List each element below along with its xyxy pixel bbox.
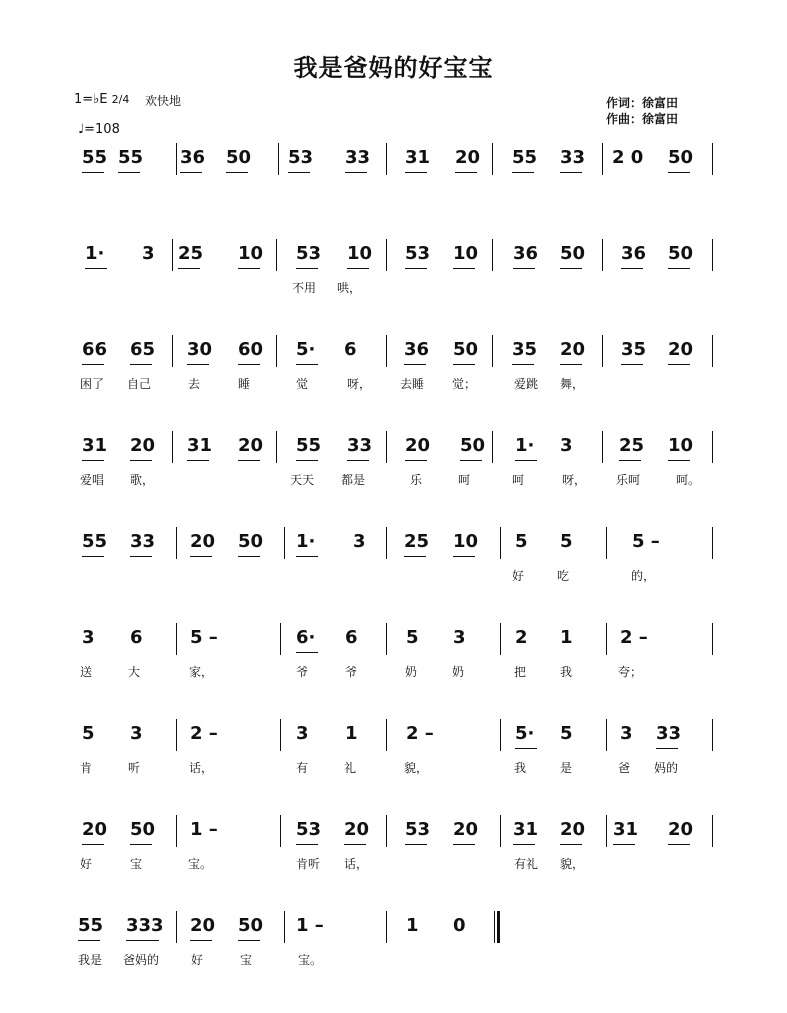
- note: 36: [621, 243, 647, 264]
- beam-underline: [296, 460, 318, 461]
- beam-underline: [613, 844, 635, 845]
- note: 33: [656, 723, 682, 744]
- bar-line: [500, 623, 501, 655]
- note: 3: [82, 627, 95, 648]
- note: 20: [130, 435, 156, 456]
- lyricist-credit: 作词：徐富田: [606, 96, 679, 110]
- bar-line: [284, 527, 285, 559]
- note: 5·: [515, 723, 535, 744]
- beam-underline: [405, 460, 427, 461]
- beam-underline: [405, 268, 427, 269]
- beam-underline: [82, 556, 104, 557]
- note: 55: [118, 147, 144, 168]
- lyric-syllable: 我: [514, 761, 527, 775]
- note: 25: [178, 243, 204, 264]
- note: 10: [453, 531, 479, 552]
- bar-line: [606, 527, 607, 559]
- beam-underline: [668, 364, 690, 365]
- beam-underline: [515, 460, 537, 461]
- beam-underline: [668, 268, 690, 269]
- lyric-syllable: 爸: [618, 761, 631, 775]
- note: 20: [453, 819, 479, 840]
- beam-underline: [453, 364, 475, 365]
- note: 5 –: [190, 627, 218, 648]
- bar-line: [492, 239, 493, 271]
- bar-line: [494, 911, 495, 943]
- beam-underline: [180, 172, 202, 173]
- lyric-syllable: 好: [80, 857, 93, 871]
- note: 33: [560, 147, 586, 168]
- staff-row: [0, 819, 787, 915]
- beam-underline: [512, 172, 534, 173]
- note: 1 –: [190, 819, 218, 840]
- beam-underline: [187, 364, 209, 365]
- note: 25: [619, 435, 645, 456]
- note: 5: [560, 531, 573, 552]
- lyric-syllable: 爷: [296, 665, 309, 679]
- lyric-syllable: 宝。: [298, 953, 323, 967]
- note: 3: [620, 723, 633, 744]
- note: 50: [460, 435, 486, 456]
- bar-line: [386, 815, 387, 847]
- staff-row: [0, 531, 787, 627]
- bar-line: [712, 239, 713, 271]
- beam-underline: [296, 364, 318, 365]
- beam-underline: [187, 460, 209, 461]
- note: 5 –: [632, 531, 660, 552]
- beam-underline: [513, 844, 535, 845]
- note: 1·: [515, 435, 535, 456]
- note: 2 –: [406, 723, 434, 744]
- note: 3: [130, 723, 143, 744]
- staff-row: [0, 243, 787, 339]
- note: 6: [344, 339, 357, 360]
- beam-underline: [455, 172, 477, 173]
- note: 1 –: [296, 915, 324, 936]
- note: 5: [560, 723, 573, 744]
- beam-underline: [82, 172, 104, 173]
- lyric-syllable: 歌，: [130, 473, 155, 487]
- note: 5: [406, 627, 419, 648]
- beam-underline: [513, 268, 535, 269]
- note: 50: [668, 147, 694, 168]
- note: 20: [560, 819, 586, 840]
- beam-underline: [560, 364, 582, 365]
- tempo-marking: ♩=108: [78, 122, 120, 137]
- bar-line: [712, 623, 713, 655]
- bar-line: [276, 335, 277, 367]
- note: 55: [82, 147, 108, 168]
- beam-underline: [656, 748, 678, 749]
- lyric-syllable: 自己: [127, 377, 152, 391]
- key-signature: 1=♭E 2/4: [74, 92, 130, 107]
- bar-line: [280, 815, 281, 847]
- lyric-syllable: 貌，: [560, 857, 585, 871]
- lyric-syllable: 去睡: [400, 377, 425, 391]
- bar-line: [176, 815, 177, 847]
- note: 55: [296, 435, 322, 456]
- time-signature: 2/4: [111, 93, 130, 106]
- lyric-syllable: 呵: [458, 473, 471, 487]
- note: 53: [405, 819, 431, 840]
- lyric-syllable: 夸；: [618, 665, 643, 679]
- lyric-syllable: 宝: [130, 857, 143, 871]
- lyric-syllable: 宝: [240, 953, 253, 967]
- bar-line: [386, 623, 387, 655]
- note: 50: [238, 915, 264, 936]
- lyric-syllable: 肯听: [296, 857, 321, 871]
- style-marking: 欢快地: [145, 94, 182, 108]
- note: 10: [453, 243, 479, 264]
- note: 20: [455, 147, 481, 168]
- note: 31: [405, 147, 431, 168]
- bar-line: [606, 623, 607, 655]
- bar-line: [176, 143, 177, 175]
- lyric-syllable: 送: [80, 665, 93, 679]
- lyric-syllable: 是: [560, 761, 573, 775]
- bar-line: [172, 239, 173, 271]
- lyric-syllable: 乐: [410, 473, 423, 487]
- lyric-syllable: 呀，: [347, 377, 372, 391]
- beam-underline: [296, 652, 318, 653]
- beam-underline: [347, 268, 369, 269]
- beam-underline: [344, 844, 366, 845]
- bar-line: [386, 335, 387, 367]
- note: 6: [130, 627, 143, 648]
- bar-line: [712, 527, 713, 559]
- beam-underline: [405, 172, 427, 173]
- beam-underline: [238, 460, 260, 461]
- beam-underline: [515, 748, 537, 749]
- bar-line: [176, 719, 177, 751]
- note: 3: [560, 435, 573, 456]
- bar-line: [492, 143, 493, 175]
- lyric-syllable: 礼: [344, 761, 357, 775]
- lyric-syllable: 觉: [296, 377, 309, 391]
- bar-line: [276, 431, 277, 463]
- note: 66: [82, 339, 108, 360]
- note: 20: [668, 339, 694, 360]
- bar-line: [176, 623, 177, 655]
- note: 31: [513, 819, 539, 840]
- bar-line: [278, 143, 279, 175]
- note: 333: [126, 915, 164, 936]
- lyric-syllable: 妈的: [654, 761, 679, 775]
- lyric-syllable: 我是: [78, 953, 103, 967]
- lyric-syllable: 呀，: [562, 473, 587, 487]
- lyric-syllable: 爸妈的: [123, 953, 160, 967]
- lyric-syllable: 天天: [290, 473, 315, 487]
- lyric-syllable: 的，: [631, 569, 656, 583]
- bar-line: [606, 815, 607, 847]
- note: 53: [296, 243, 322, 264]
- beam-underline: [85, 268, 107, 269]
- lyric-syllable: 听: [128, 761, 141, 775]
- lyric-syllable: 哄，: [337, 281, 362, 295]
- bar-line: [386, 527, 387, 559]
- note: 1: [345, 723, 358, 744]
- note: 55: [78, 915, 104, 936]
- note: 35: [512, 339, 538, 360]
- note: 20: [344, 819, 370, 840]
- note: 33: [347, 435, 373, 456]
- bar-line: [712, 431, 713, 463]
- beam-underline: [296, 844, 318, 845]
- note: 31: [82, 435, 108, 456]
- note: 36: [513, 243, 539, 264]
- note: 55: [512, 147, 538, 168]
- beam-underline: [130, 364, 152, 365]
- note: 65: [130, 339, 156, 360]
- lyric-syllable: 爱跳: [514, 377, 539, 391]
- note: 1: [406, 915, 419, 936]
- bar-line: [500, 719, 501, 751]
- staff-row: [0, 339, 787, 435]
- beam-underline: [453, 844, 475, 845]
- lyric-syllable: 呵: [512, 473, 525, 487]
- lyric-syllable: 大: [128, 665, 141, 679]
- lyric-syllable: 把: [514, 665, 527, 679]
- bar-line: [602, 143, 603, 175]
- note: 31: [187, 435, 213, 456]
- lyric-syllable: 吃: [557, 569, 570, 583]
- bar-line: [176, 527, 177, 559]
- note: 3: [296, 723, 309, 744]
- lyric-syllable: 好: [512, 569, 525, 583]
- staff-row: [0, 627, 787, 723]
- composer-credit: 作曲：徐富田: [606, 112, 679, 126]
- bar-line: [712, 143, 713, 175]
- beam-underline: [668, 172, 690, 173]
- note: 10: [668, 435, 694, 456]
- note: 2 –: [190, 723, 218, 744]
- note: 50: [226, 147, 252, 168]
- note: 5·: [296, 339, 316, 360]
- lyric-syllable: 舞，: [560, 377, 585, 391]
- note: 3: [453, 627, 466, 648]
- beam-underline: [619, 460, 641, 461]
- beam-underline: [296, 556, 318, 557]
- bar-line: [606, 719, 607, 751]
- note: 35: [621, 339, 647, 360]
- beam-underline: [130, 844, 152, 845]
- bar-line: [176, 911, 177, 943]
- bar-line: [500, 527, 501, 559]
- lyric-syllable: 困了: [80, 377, 105, 391]
- note: 2 –: [620, 627, 648, 648]
- bar-line: [284, 911, 285, 943]
- final-bar-line: [497, 911, 500, 943]
- note: 20: [405, 435, 431, 456]
- staff-row: [0, 147, 787, 243]
- bar-line: [712, 815, 713, 847]
- note: 33: [130, 531, 156, 552]
- note: 10: [238, 243, 264, 264]
- lyric-syllable: 话，: [189, 761, 214, 775]
- note: 3: [142, 243, 155, 264]
- note: 10: [347, 243, 373, 264]
- note: 30: [187, 339, 213, 360]
- note: 50: [453, 339, 479, 360]
- beam-underline: [82, 364, 104, 365]
- beam-underline: [404, 556, 426, 557]
- note: 0: [453, 915, 466, 936]
- note: 53: [288, 147, 314, 168]
- lyric-syllable: 呵。: [676, 473, 701, 487]
- bar-line: [386, 431, 387, 463]
- beam-underline: [296, 268, 318, 269]
- staff-row: [0, 435, 787, 531]
- bar-line: [172, 431, 173, 463]
- bar-line: [280, 623, 281, 655]
- beam-underline: [560, 844, 582, 845]
- note: 1·: [296, 531, 316, 552]
- lyric-syllable: 好: [191, 953, 204, 967]
- lyric-syllable: 我: [560, 665, 573, 679]
- beam-underline: [190, 556, 212, 557]
- note: 60: [238, 339, 264, 360]
- beam-underline: [345, 172, 367, 173]
- beam-underline: [178, 268, 200, 269]
- bar-line: [500, 815, 501, 847]
- lyric-syllable: 奶: [405, 665, 418, 679]
- note: 20: [190, 915, 216, 936]
- beam-underline: [668, 460, 690, 461]
- note: 20: [238, 435, 264, 456]
- beam-underline: [668, 844, 690, 845]
- bar-line: [280, 719, 281, 751]
- lyric-syllable: 肯: [80, 761, 93, 775]
- beam-underline: [512, 364, 534, 365]
- lyric-syllable: 貌，: [404, 761, 429, 775]
- beam-underline: [453, 556, 475, 557]
- staff-row: [0, 723, 787, 819]
- beam-underline: [82, 844, 104, 845]
- beam-underline: [238, 556, 260, 557]
- beam-underline: [238, 364, 260, 365]
- beam-underline: [347, 460, 369, 461]
- beam-underline: [288, 172, 310, 173]
- note: 3: [353, 531, 366, 552]
- beam-underline: [560, 172, 582, 173]
- beam-underline: [621, 364, 643, 365]
- note: 33: [345, 147, 371, 168]
- note: 36: [404, 339, 430, 360]
- song-title: 我是爸妈的好宝宝: [293, 54, 494, 82]
- note: 6: [345, 627, 358, 648]
- note: 20: [82, 819, 108, 840]
- beam-underline: [621, 268, 643, 269]
- beam-underline: [405, 844, 427, 845]
- bar-line: [602, 431, 603, 463]
- lyric-syllable: 都是: [341, 473, 366, 487]
- beam-underline: [126, 940, 159, 941]
- lyric-syllable: 有: [296, 761, 309, 775]
- bar-line: [276, 239, 277, 271]
- note: 25: [404, 531, 430, 552]
- beam-underline: [130, 460, 152, 461]
- beam-underline: [460, 460, 482, 461]
- note: 5: [82, 723, 95, 744]
- bar-line: [602, 239, 603, 271]
- bar-line: [172, 335, 173, 367]
- note: 1: [560, 627, 573, 648]
- beam-underline: [118, 172, 140, 173]
- lyric-syllable: 奶: [452, 665, 465, 679]
- beam-underline: [404, 364, 426, 365]
- note: 50: [560, 243, 586, 264]
- beam-underline: [78, 940, 100, 941]
- bar-line: [386, 911, 387, 943]
- beam-underline: [130, 556, 152, 557]
- note: 50: [130, 819, 156, 840]
- note: 6·: [296, 627, 316, 648]
- note: 20: [560, 339, 586, 360]
- note: 1·: [85, 243, 105, 264]
- note: 5: [515, 531, 528, 552]
- bar-line: [712, 335, 713, 367]
- bar-line: [386, 719, 387, 751]
- beam-underline: [238, 940, 260, 941]
- lyric-syllable: 觉；: [452, 377, 477, 391]
- note: 2 0: [612, 147, 644, 168]
- note: 2: [515, 627, 528, 648]
- note: 50: [668, 243, 694, 264]
- lyric-syllable: 爷: [345, 665, 358, 679]
- note: 20: [190, 531, 216, 552]
- staff-row: [0, 915, 787, 1011]
- beam-underline: [226, 172, 248, 173]
- bar-line: [492, 335, 493, 367]
- note: 50: [238, 531, 264, 552]
- beam-underline: [453, 268, 475, 269]
- beam-underline: [560, 268, 582, 269]
- lyric-syllable: 话，: [344, 857, 369, 871]
- beam-underline: [238, 268, 260, 269]
- lyric-syllable: 睡: [238, 377, 251, 391]
- lyric-syllable: 乐呵: [616, 473, 641, 487]
- bar-line: [386, 239, 387, 271]
- lyric-syllable: 爱唱: [80, 473, 105, 487]
- bar-line: [492, 431, 493, 463]
- lyric-syllable: 不用: [292, 281, 317, 295]
- bar-line: [386, 143, 387, 175]
- beam-underline: [82, 460, 104, 461]
- note: 20: [668, 819, 694, 840]
- note: 53: [296, 819, 322, 840]
- lyric-syllable: 去: [188, 377, 201, 391]
- note: 55: [82, 531, 108, 552]
- bar-line: [602, 335, 603, 367]
- beam-underline: [190, 940, 212, 941]
- note: 53: [405, 243, 431, 264]
- lyric-syllable: 有礼: [514, 857, 539, 871]
- lyric-syllable: 家，: [189, 665, 214, 679]
- note: 36: [180, 147, 206, 168]
- lyric-syllable: 宝。: [188, 857, 213, 871]
- note: 31: [613, 819, 639, 840]
- bar-line: [712, 719, 713, 751]
